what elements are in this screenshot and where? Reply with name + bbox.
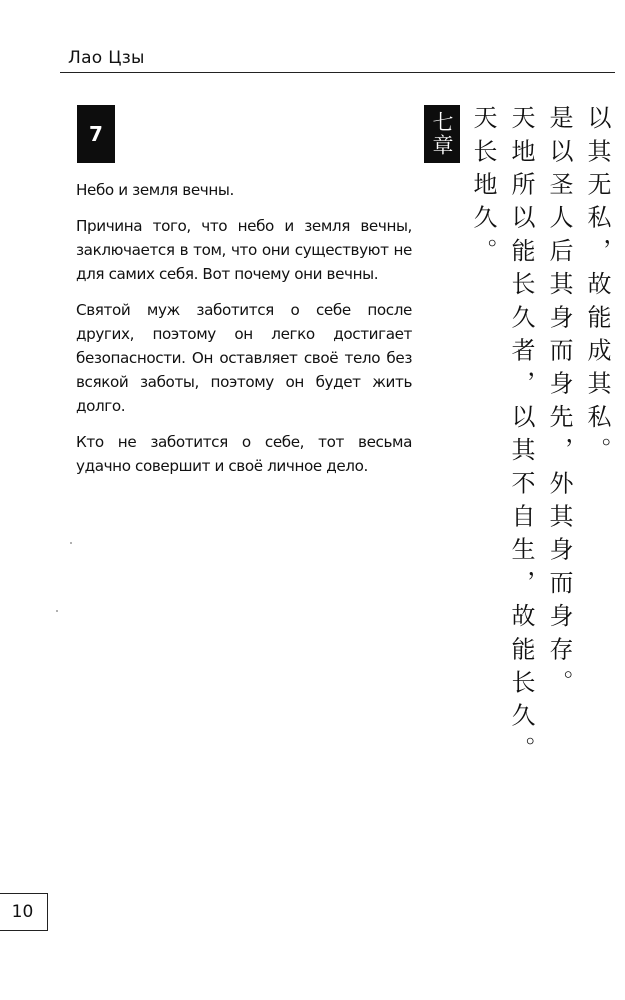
header-rule	[60, 72, 615, 73]
chinese-chapter-label: 七章	[424, 105, 460, 163]
chinese-column-3: 是以圣人后其身而身先，外其身而身存。	[545, 105, 573, 703]
paragraph: Святой муж заботится о себе после других, поэтому он легко достигает безопасности. Он оставляет своё тело без всякой заботы, поэтому он будет жить долго.	[76, 301, 412, 415]
print-speck	[56, 610, 58, 612]
chapter-number-badge: 7	[77, 105, 115, 163]
paragraph: Кто не заботится о себе, тот весьма удачно совершит и своё личное дело.	[76, 433, 412, 475]
paragraph: Небо и земля вечны.	[76, 181, 234, 199]
print-speck	[70, 542, 72, 544]
chinese-column-2: 天地所以能长久者，以其不自生，故能长久。	[507, 105, 535, 769]
chinese-column-4: 以其无私，故能成其私。	[583, 105, 611, 471]
russian-translation	[76, 178, 412, 490]
paragraph: Причина того, что небо и земля вечны, заключается в том, что они существуют не для самих себя. Вот почему они вечны.	[76, 217, 412, 283]
chinese-column-1: 天长地久。	[469, 105, 497, 271]
running-title: Лао Цзы	[68, 48, 145, 68]
page-number: 10	[0, 893, 48, 931]
